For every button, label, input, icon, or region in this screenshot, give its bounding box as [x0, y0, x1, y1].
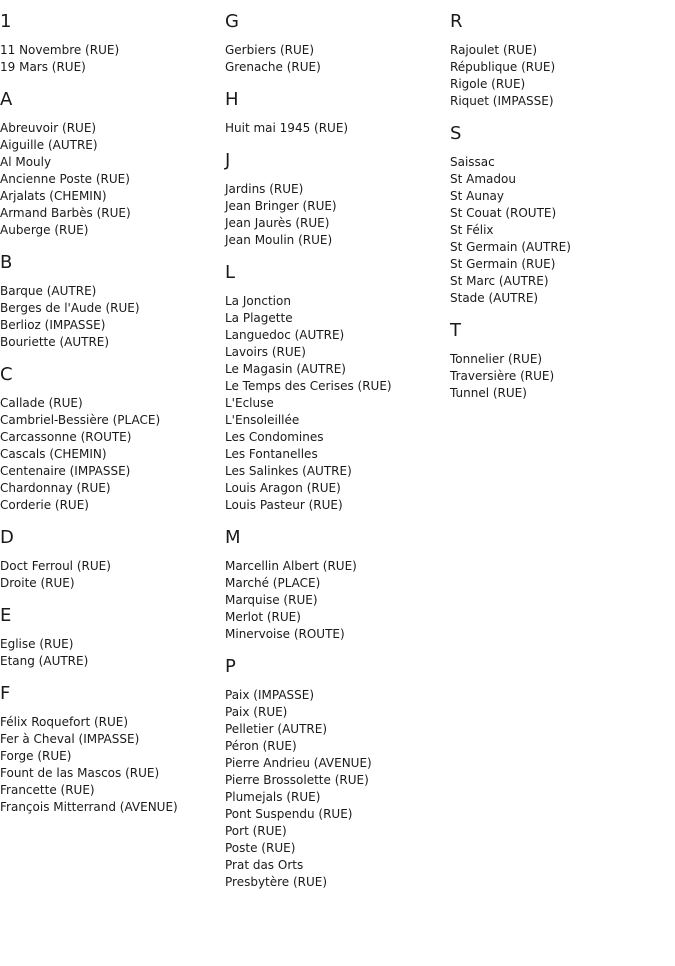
street-item: Péron (RUE) — [225, 739, 297, 753]
street-item: Arjalats (CHEMIN) — [0, 189, 107, 203]
street-item: Doct Ferroul (RUE) — [0, 559, 111, 573]
street-item: Traversière (RUE) — [450, 369, 555, 383]
street-item: Merlot (RUE) — [225, 610, 301, 624]
street-item: Jean Moulin (RUE) — [225, 233, 333, 247]
street-item: Tonnelier (RUE) — [450, 352, 543, 366]
street-item: Abreuvoir (RUE) — [0, 121, 97, 135]
street-item: Ancienne Poste (RUE) — [0, 172, 130, 186]
street-item: Lavoirs (RUE) — [225, 345, 306, 359]
street-item: Jean Bringer (RUE) — [225, 199, 337, 213]
street-item: Les Condomines — [225, 430, 324, 444]
street-item: Etang (AUTRE) — [0, 654, 89, 668]
street-item: St Couat (ROUTE) — [450, 206, 557, 220]
street-item: Jardins (RUE) — [225, 182, 304, 196]
street-list — [0, 558, 225, 592]
street-item: Carcassonne (ROUTE) — [0, 430, 132, 444]
letter-heading: J — [225, 150, 231, 171]
street-item: Paix (RUE) — [225, 705, 288, 719]
letter-heading: E — [0, 605, 12, 626]
street-item: Auberge (RUE) — [0, 223, 89, 237]
letter-heading: R — [450, 11, 463, 32]
street-list — [0, 120, 225, 239]
street-item: Prat das Orts — [225, 858, 304, 872]
letter-heading: S — [450, 123, 462, 144]
street-list — [450, 351, 675, 402]
street-item: Rajoulet (RUE) — [450, 43, 538, 57]
street-item: Pierre Andrieu (AVENUE) — [225, 756, 372, 770]
street-item: Berges de l'Aude (RUE) — [0, 301, 140, 315]
street-item: Droite (RUE) — [0, 576, 75, 590]
letter-heading: G — [225, 11, 239, 32]
letter-group — [225, 151, 450, 249]
letter-heading: B — [0, 252, 13, 273]
street-list — [225, 42, 450, 76]
street-item: Marcellin Albert (RUE) — [225, 559, 357, 573]
street-item: Louis Aragon (RUE) — [225, 481, 341, 495]
letter-group — [450, 124, 675, 307]
index-column — [225, 0, 450, 905]
letter-group — [0, 684, 225, 816]
letter-group — [0, 606, 225, 670]
street-item: Minervoise (ROUTE) — [225, 627, 345, 641]
street-item: Armand Barbès (RUE) — [0, 206, 131, 220]
street-list — [450, 42, 675, 110]
street-item: St Germain (AUTRE) — [450, 240, 571, 254]
street-item: Stade (AUTRE) — [450, 291, 539, 305]
street-item: Port (RUE) — [225, 824, 287, 838]
street-list — [450, 154, 675, 307]
street-item: Callade (RUE) — [0, 396, 83, 410]
letter-heading: T — [450, 320, 461, 341]
letter-group — [450, 321, 675, 402]
street-item: Forge (RUE) — [0, 749, 72, 763]
letter-group — [225, 12, 450, 76]
street-item: Languedoc (AUTRE) — [225, 328, 345, 342]
street-item: Jean Jaurès (RUE) — [225, 216, 330, 230]
street-item: Marché (PLACE) — [225, 576, 321, 590]
street-list — [0, 42, 225, 76]
letter-heading: C — [0, 364, 13, 385]
street-item: Francette (RUE) — [0, 783, 95, 797]
street-item: Marquise (RUE) — [225, 593, 318, 607]
street-item: Rigole (RUE) — [450, 77, 526, 91]
street-item: Félix Roquefort (RUE) — [0, 715, 129, 729]
street-item: Chardonnay (RUE) — [0, 481, 111, 495]
street-list — [0, 283, 225, 351]
street-item: Poste (RUE) — [225, 841, 296, 855]
street-item: Pierre Brossolette (RUE) — [225, 773, 369, 787]
street-item: François Mitterrand (AVENUE) — [0, 800, 178, 814]
street-item: Plumejals (RUE) — [225, 790, 321, 804]
index-column — [450, 0, 675, 416]
street-item: La Jonction — [225, 294, 291, 308]
street-item: Aiguille (AUTRE) — [0, 138, 98, 152]
street-item: Riquet (IMPASSE) — [450, 94, 554, 108]
letter-heading: A — [0, 89, 13, 110]
letter-heading: D — [0, 527, 14, 548]
street-item: Tunnel (RUE) — [450, 386, 527, 400]
street-list — [0, 714, 225, 816]
street-list — [0, 395, 225, 514]
street-item: Corderie (RUE) — [0, 498, 89, 512]
street-item: Bouriette (AUTRE) — [0, 335, 110, 349]
street-item: La Plagette — [225, 311, 293, 325]
street-item: St Aunay — [450, 189, 505, 203]
street-item: L'Ecluse — [225, 396, 274, 410]
street-item: L'Ensoleillée — [225, 413, 300, 427]
letter-group — [0, 12, 225, 76]
letter-heading: P — [225, 656, 236, 677]
letter-group — [225, 657, 450, 891]
letter-group — [0, 253, 225, 351]
street-item: République (RUE) — [450, 60, 556, 74]
street-item: Pelletier (AUTRE) — [225, 722, 328, 736]
letter-group — [0, 365, 225, 514]
street-item: Louis Pasteur (RUE) — [225, 498, 343, 512]
street-item: St Amadou — [450, 172, 516, 186]
street-item: Grenache (RUE) — [225, 60, 321, 74]
street-item: Saissac — [450, 155, 495, 169]
street-list — [0, 636, 225, 670]
street-item: St Marc (AUTRE) — [450, 274, 549, 288]
letter-heading: 1 — [0, 11, 12, 32]
street-item: Le Temps des Cerises (RUE) — [225, 379, 392, 393]
street-item: Les Salinkes (AUTRE) — [225, 464, 352, 478]
street-item: Berlioz (IMPASSE) — [0, 318, 106, 332]
letter-heading: L — [225, 262, 236, 283]
street-item: Al Mouly — [0, 155, 52, 169]
street-list — [225, 181, 450, 249]
letter-heading: H — [225, 89, 239, 110]
letter-group — [0, 90, 225, 239]
street-item: Les Fontanelles — [225, 447, 318, 461]
street-item: Huit mai 1945 (RUE) — [225, 121, 349, 135]
letter-group — [225, 528, 450, 643]
street-item: Gerbiers (RUE) — [225, 43, 315, 57]
street-item: Cambriel-Bessière (PLACE) — [0, 413, 161, 427]
letter-heading: M — [225, 527, 241, 548]
letter-group — [450, 12, 675, 110]
street-list — [225, 120, 450, 137]
street-item: Paix (IMPASSE) — [225, 688, 315, 702]
street-item: Barque (AUTRE) — [0, 284, 97, 298]
street-item: Fount de las Mascos (RUE) — [0, 766, 160, 780]
letter-group — [0, 528, 225, 592]
street-item: Le Magasin (AUTRE) — [225, 362, 346, 376]
street-item: Cascals (CHEMIN) — [0, 447, 107, 461]
street-item: St Germain (RUE) — [450, 257, 556, 271]
letter-heading: F — [0, 683, 11, 704]
street-item: Eglise (RUE) — [0, 637, 74, 651]
street-list — [225, 558, 450, 643]
street-item: Fer à Cheval (IMPASSE) — [0, 732, 140, 746]
street-list — [225, 687, 450, 891]
street-item: Presbytère (RUE) — [225, 875, 328, 889]
street-item: 11 Novembre (RUE) — [0, 43, 120, 57]
street-item: Centenaire (IMPASSE) — [0, 464, 131, 478]
street-item: 19 Mars (RUE) — [0, 60, 86, 74]
street-item: St Félix — [450, 223, 494, 237]
letter-group — [225, 90, 450, 137]
street-list — [225, 293, 450, 514]
street-item: Pont Suspendu (RUE) — [225, 807, 353, 821]
index-column — [0, 0, 225, 830]
letter-group — [225, 263, 450, 514]
